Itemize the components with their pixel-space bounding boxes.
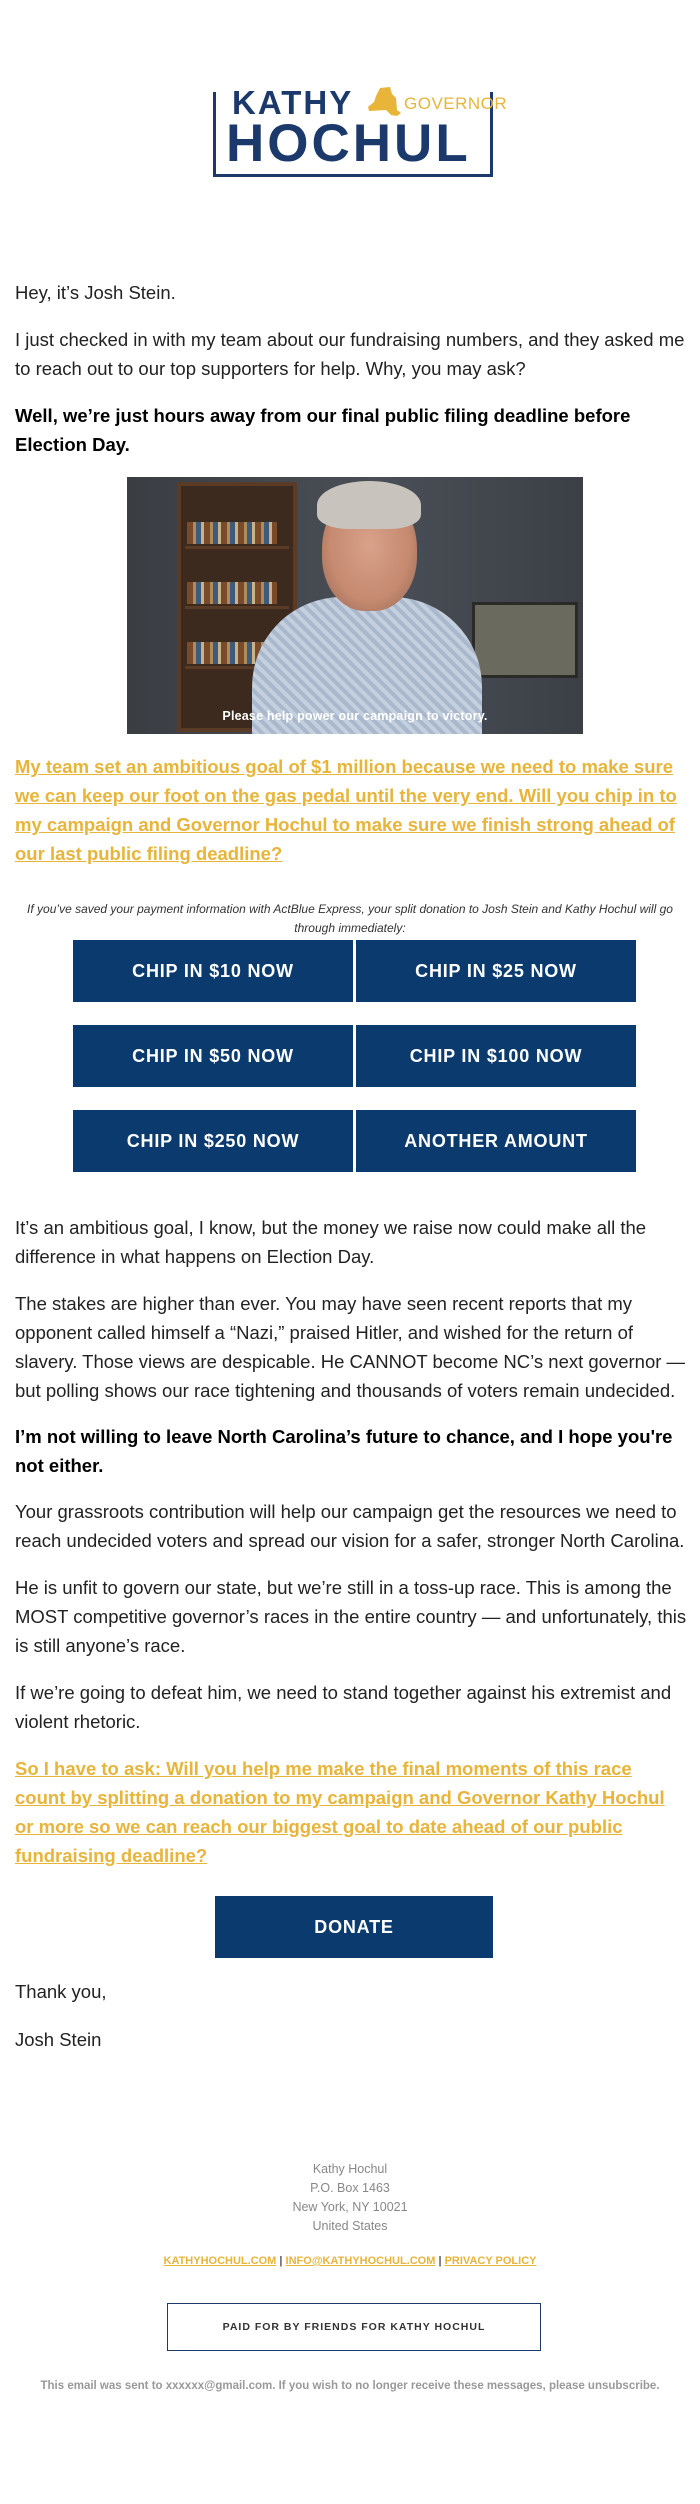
video-caption: Please help power our campaign to victory. (222, 709, 488, 723)
cta-link-split[interactable]: So I have to ask: Will you help me make the final moments of this race count by splitting a donation to my campaign and Governor Kathy Hochul or more so we can reach our biggest goal to date ahead of our public fundraising deadline? (15, 1758, 665, 1866)
paragraph-intro: I just checked in with my team about our fundraising numbers, and they asked me to reach out to our top supporters for help. Why, you may ask? (15, 329, 685, 379)
chip-in-100-button[interactable]: CHIP IN $100 NOW (356, 1025, 636, 1087)
paragraph-deadline: Well, we’re just hours away from our final public filing deadline before Election Day. (15, 405, 631, 455)
privacy-policy-link[interactable]: PRIVACY POLICY (444, 2255, 537, 2267)
footer-separator: | (279, 2255, 283, 2267)
logo-last-name: HOCHUL (226, 114, 471, 173)
paragraph-stakes: The stakes are higher than ever. You may have seen recent reports that my opponent called himself a “Nazi,” praised Hitler, and wished for the return of slavery. Those views are despicable. He CANNOT become NC’s next governor — but polling shows our race tightening and thousands of voters remain undecided. (15, 1293, 686, 1401)
greeting: Hey, it’s Josh Stein. (15, 282, 176, 303)
logo-title: GOVERNOR (404, 94, 508, 113)
paid-for-disclaimer: PAID FOR BY FRIENDS FOR KATHY HOCHUL (167, 2303, 541, 2351)
video-thumbnail[interactable] (127, 477, 583, 734)
donate-button[interactable]: DONATE (215, 1896, 493, 1958)
website-link[interactable]: KATHYHOCHUL.COM (163, 2255, 277, 2267)
chip-in-250-button[interactable]: CHIP IN $250 NOW (73, 1110, 353, 1172)
speaker-hair (317, 481, 421, 529)
paragraph-tossup: He is unfit to govern our state, but we’re still in a toss-up race. This is among the MOST competitive governor’s races in the entire country — and unfortunately, this is still anyone’s race. (15, 1577, 687, 1656)
chip-in-25-button[interactable]: CHIP IN $25 NOW (356, 940, 636, 1002)
footer-country: United States (312, 2219, 388, 2233)
footer-separator: | (438, 2255, 442, 2267)
paragraph-grassroots: Your grassroots contribution will help our campaign get the resources we need to reach undecided voters and spread our vision for a safer, stronger North Carolina. (15, 1501, 685, 1551)
cta-link-goal[interactable]: My team set an ambitious goal of $1 million because we need to make sure we can keep our foot on the gas pedal until the very end. Will you chip in to my campaign and Governor Hochul to make sure we finish strong ahead of our last public filing deadline? (15, 756, 677, 864)
logo-first-name: KATHY (232, 84, 354, 121)
email-link[interactable]: INFO@KATHYHOCHUL.COM (285, 2255, 436, 2267)
paragraph-ambitious: It’s an ambitious goal, I know, but the money we raise now could make all the difference in what happens on Election Day. (15, 1217, 647, 1267)
signature: Josh Stein (15, 2029, 102, 2050)
actblue-express-note: If you’ve saved your payment information with ActBlue Express, your split donation to Josh Stein and Kathy Hochul will go through immediately: (27, 902, 673, 935)
footer-po-box: P.O. Box 1463 (310, 2181, 390, 2195)
footer-org: Kathy Hochul (312, 2162, 388, 2176)
paragraph-defeat: If we’re going to defeat him, we need to stand together against his extremist and violent rhetoric. (15, 1682, 672, 1732)
paragraph-future: I’m not willing to leave North Carolina’s future to chance, and I hope you're not either. (15, 1426, 673, 1476)
footer-city: New York, NY 10021 (292, 2200, 408, 2214)
sign-off: Thank you, (15, 1981, 107, 2002)
chip-in-50-button[interactable]: CHIP IN $50 NOW (73, 1025, 353, 1087)
campaign-logo (213, 84, 508, 177)
wall-frame (472, 602, 578, 678)
chip-in-10-button[interactable]: CHIP IN $10 NOW (73, 940, 353, 1002)
unsubscribe-notice[interactable]: This email was sent to xxxxxx@gmail.com. If you wish to no longer receive these messages, please unsubscribe. (40, 2380, 660, 2392)
footer-links (0, 2255, 700, 2267)
another-amount-button[interactable]: ANOTHER AMOUNT (356, 1110, 636, 1172)
